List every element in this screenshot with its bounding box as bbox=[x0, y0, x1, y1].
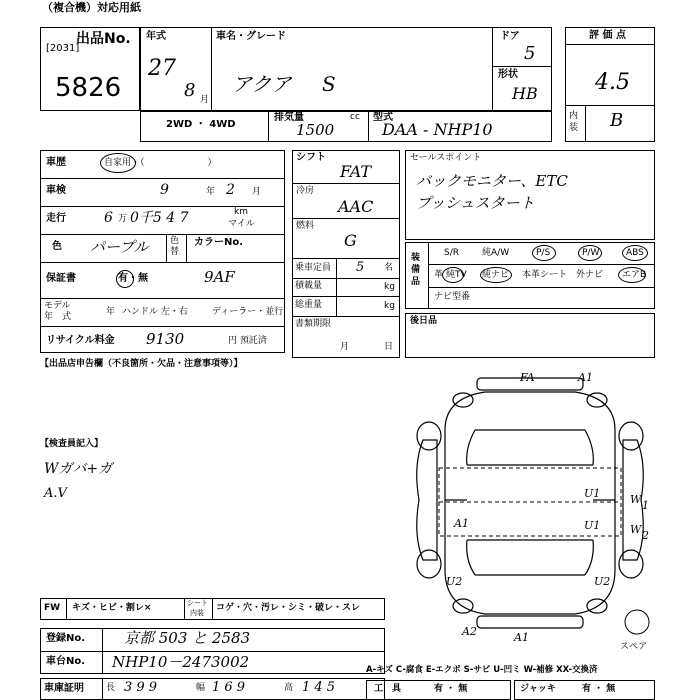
sales-point-line2: プッシュスタート bbox=[416, 194, 535, 212]
notes-label: 後日品 bbox=[410, 316, 438, 326]
docs-day: 日 bbox=[384, 342, 394, 352]
size-long: 長 bbox=[106, 683, 116, 693]
size-high-val: 1 4 5 bbox=[302, 680, 336, 695]
year-month-unit: 月 bbox=[200, 95, 210, 105]
color-value: パープル bbox=[90, 238, 149, 256]
year-value: 27 bbox=[148, 56, 176, 81]
equip-sr: S/R bbox=[444, 248, 459, 258]
aircon-value: AAC bbox=[338, 197, 374, 216]
registration-value: 京都 503 と 2583 bbox=[124, 629, 251, 647]
equip-abs: ABS bbox=[626, 248, 644, 258]
size-long-val: 3 9 9 bbox=[124, 680, 158, 695]
color-code-value: 9AF bbox=[204, 268, 235, 286]
equip-tv: 純TV bbox=[446, 270, 467, 280]
legend-items1: キズ・ヒビ・割レ× bbox=[72, 603, 152, 613]
recycle-label: リサイクル料金 bbox=[46, 335, 115, 346]
displacement-unit: cc bbox=[350, 112, 360, 122]
registration-label: 登録No. bbox=[46, 633, 86, 644]
warranty-value: 有・無 bbox=[118, 273, 148, 284]
grade-value: S bbox=[322, 72, 336, 96]
shape-label: 形状 bbox=[498, 69, 518, 80]
dealer: ディーラー・並行 bbox=[212, 307, 284, 317]
inspector-label: 【検査員記入】 bbox=[40, 439, 104, 449]
sales-point-label: セールスポイント bbox=[410, 153, 482, 163]
legend-items2: コゲ・穴・汚レ・シミ・破レ・スレ bbox=[216, 603, 361, 613]
load-label: 積載量 bbox=[295, 281, 323, 291]
model-year-label2: 年 式 bbox=[44, 312, 72, 322]
color-label: 色 bbox=[52, 241, 62, 252]
jack-label: ジャッキ bbox=[520, 684, 556, 694]
shape-value: HB bbox=[512, 84, 538, 103]
displacement-value: 1500 bbox=[296, 121, 335, 139]
tools-label: 工 具 bbox=[374, 684, 402, 694]
warranty-label: 保証書 bbox=[46, 273, 76, 284]
fuel-label: 燃料 bbox=[296, 221, 315, 231]
inspection-label: 車検 bbox=[46, 185, 66, 196]
score-label: 評 価 点 bbox=[589, 30, 626, 41]
equip-leather: 革 bbox=[434, 270, 444, 280]
history-label: 車歴 bbox=[46, 157, 66, 168]
navi-model-label: ナビ型番 bbox=[434, 292, 471, 302]
load-unit: kg bbox=[384, 282, 395, 292]
equip-airbag: エアB bbox=[622, 270, 647, 280]
fuel-value: G bbox=[344, 231, 357, 250]
legend-seat: シート bbox=[187, 599, 208, 607]
inspector-line1: Wガバ+ガ bbox=[44, 461, 113, 477]
interior-label: 内装 bbox=[569, 111, 579, 133]
equip-pw: P/W bbox=[582, 248, 600, 258]
mileage-label: 走行 bbox=[46, 213, 66, 224]
model-label: 型式 bbox=[373, 112, 393, 123]
year-month: 8 bbox=[184, 80, 196, 101]
lot-code: [2031] bbox=[46, 43, 80, 54]
recycle-value: 9130 bbox=[146, 330, 185, 348]
model-year-label1: モデル bbox=[44, 301, 71, 311]
weight-label: 総重量 bbox=[295, 300, 323, 310]
lot-number: 5826 bbox=[55, 73, 122, 103]
notes-box bbox=[405, 313, 655, 358]
shift-value: FAT bbox=[340, 162, 372, 181]
spare-label: スペア bbox=[620, 642, 648, 652]
capacity-unit: 名 bbox=[384, 263, 394, 273]
equip-extnavi: 外ナビ bbox=[576, 270, 604, 280]
door-label: ドア bbox=[500, 31, 520, 42]
aircon-label: 冷房 bbox=[296, 186, 315, 196]
score-value: 4.5 bbox=[595, 70, 630, 95]
mark-fa: FA bbox=[520, 371, 535, 384]
docs-label: 書類期限 bbox=[295, 319, 332, 329]
inspection-month: 2 bbox=[226, 182, 235, 198]
model-value: DAA - NHP10 bbox=[382, 120, 493, 139]
inspector-line2: A.V bbox=[44, 486, 67, 501]
drive-value: 2WD ・ 4WD bbox=[166, 119, 236, 130]
equip-navi: 純ナビ bbox=[482, 270, 510, 280]
legend-fw: FW bbox=[44, 603, 61, 613]
size-high: 高 bbox=[284, 683, 294, 693]
tools-value: 有 ・ 無 bbox=[434, 684, 468, 694]
form-title: （複合機）対応用紙 bbox=[42, 1, 141, 14]
inspection-year: 9 bbox=[160, 182, 169, 198]
chassis-value: NHP10－2473002 bbox=[112, 653, 250, 671]
mark-u2-right: U2 bbox=[594, 575, 611, 588]
lot-label: 出品No. bbox=[76, 31, 131, 47]
color-swap-label: 色替 bbox=[170, 236, 180, 257]
mileage-man: 6 bbox=[104, 210, 113, 226]
size-label: 車庫証明 bbox=[44, 683, 84, 694]
docs-month: 月 bbox=[340, 342, 350, 352]
sales-point-line1: バックモニター、ETC bbox=[416, 172, 568, 190]
history-table bbox=[40, 150, 285, 353]
inspection-year-unit: 年 bbox=[206, 187, 216, 197]
mark-a1-left: A1 bbox=[454, 517, 469, 530]
mark-w1-num: 1 bbox=[642, 499, 649, 512]
size-wide-val: 1 6 9 bbox=[212, 680, 246, 695]
weight-unit: kg bbox=[384, 301, 395, 311]
recycle-unit: 円 預託済 bbox=[228, 336, 267, 346]
chassis-label: 車台No. bbox=[46, 656, 86, 667]
mileage-man-unit: 万 bbox=[118, 214, 128, 224]
mileage-unit: km bbox=[234, 207, 248, 217]
capacity-label: 乗車定員 bbox=[295, 263, 332, 273]
model-year-unit: 年 bbox=[106, 307, 116, 317]
equipment-label: 装備品 bbox=[411, 253, 421, 287]
declaration-label: 【出品店申告欄（不良箇所・欠品・注意事項等）】 bbox=[40, 359, 243, 369]
handle: ハンドル 左・右 bbox=[122, 307, 188, 317]
equip-ps: P/S bbox=[536, 248, 551, 258]
mark-u1-b: U1 bbox=[584, 519, 601, 532]
mark-w2: W bbox=[630, 523, 642, 536]
mileage-mile: マイル bbox=[228, 219, 255, 229]
damage-codes: A-キズ C-腐食 E-エクボ S-サビ U-凹ミ W-補修 XX-交換済 bbox=[366, 665, 598, 675]
equip-aw: 純A/W bbox=[482, 248, 510, 258]
mark-w2-num: 2 bbox=[642, 529, 649, 542]
car-diagram bbox=[405, 370, 655, 640]
name-value: アクア bbox=[232, 72, 292, 96]
color-code-label: カラーNo. bbox=[194, 237, 244, 248]
displacement-label: 排気量 bbox=[274, 112, 304, 123]
inspection-month-unit: 月 bbox=[252, 187, 262, 197]
mileage-rest: 0千5 4 7 bbox=[130, 210, 189, 226]
history-value: 自家用・（ ） bbox=[104, 158, 217, 168]
name-label: 車名・グレード bbox=[216, 31, 286, 42]
mark-u1-a: U1 bbox=[584, 487, 601, 500]
shift-label: シフト bbox=[296, 152, 326, 163]
jack-value: 有 ・ 無 bbox=[582, 684, 616, 694]
interior-value: B bbox=[610, 110, 624, 131]
equip-seat: 本革シート bbox=[522, 270, 568, 280]
door-value: 5 bbox=[524, 43, 536, 64]
mark-u2-left: U2 bbox=[446, 575, 463, 588]
year-label: 年式 bbox=[146, 31, 166, 42]
size-wide: 幅 bbox=[196, 683, 206, 693]
mark-a1-bottom: A1 bbox=[514, 631, 529, 644]
mark-w1: W bbox=[630, 493, 642, 506]
capacity-value: 5 bbox=[356, 260, 365, 275]
mark-a1-top: A1 bbox=[578, 371, 593, 384]
legend-seat2: 内装 bbox=[190, 609, 204, 617]
mark-a2: A2 bbox=[462, 625, 477, 638]
